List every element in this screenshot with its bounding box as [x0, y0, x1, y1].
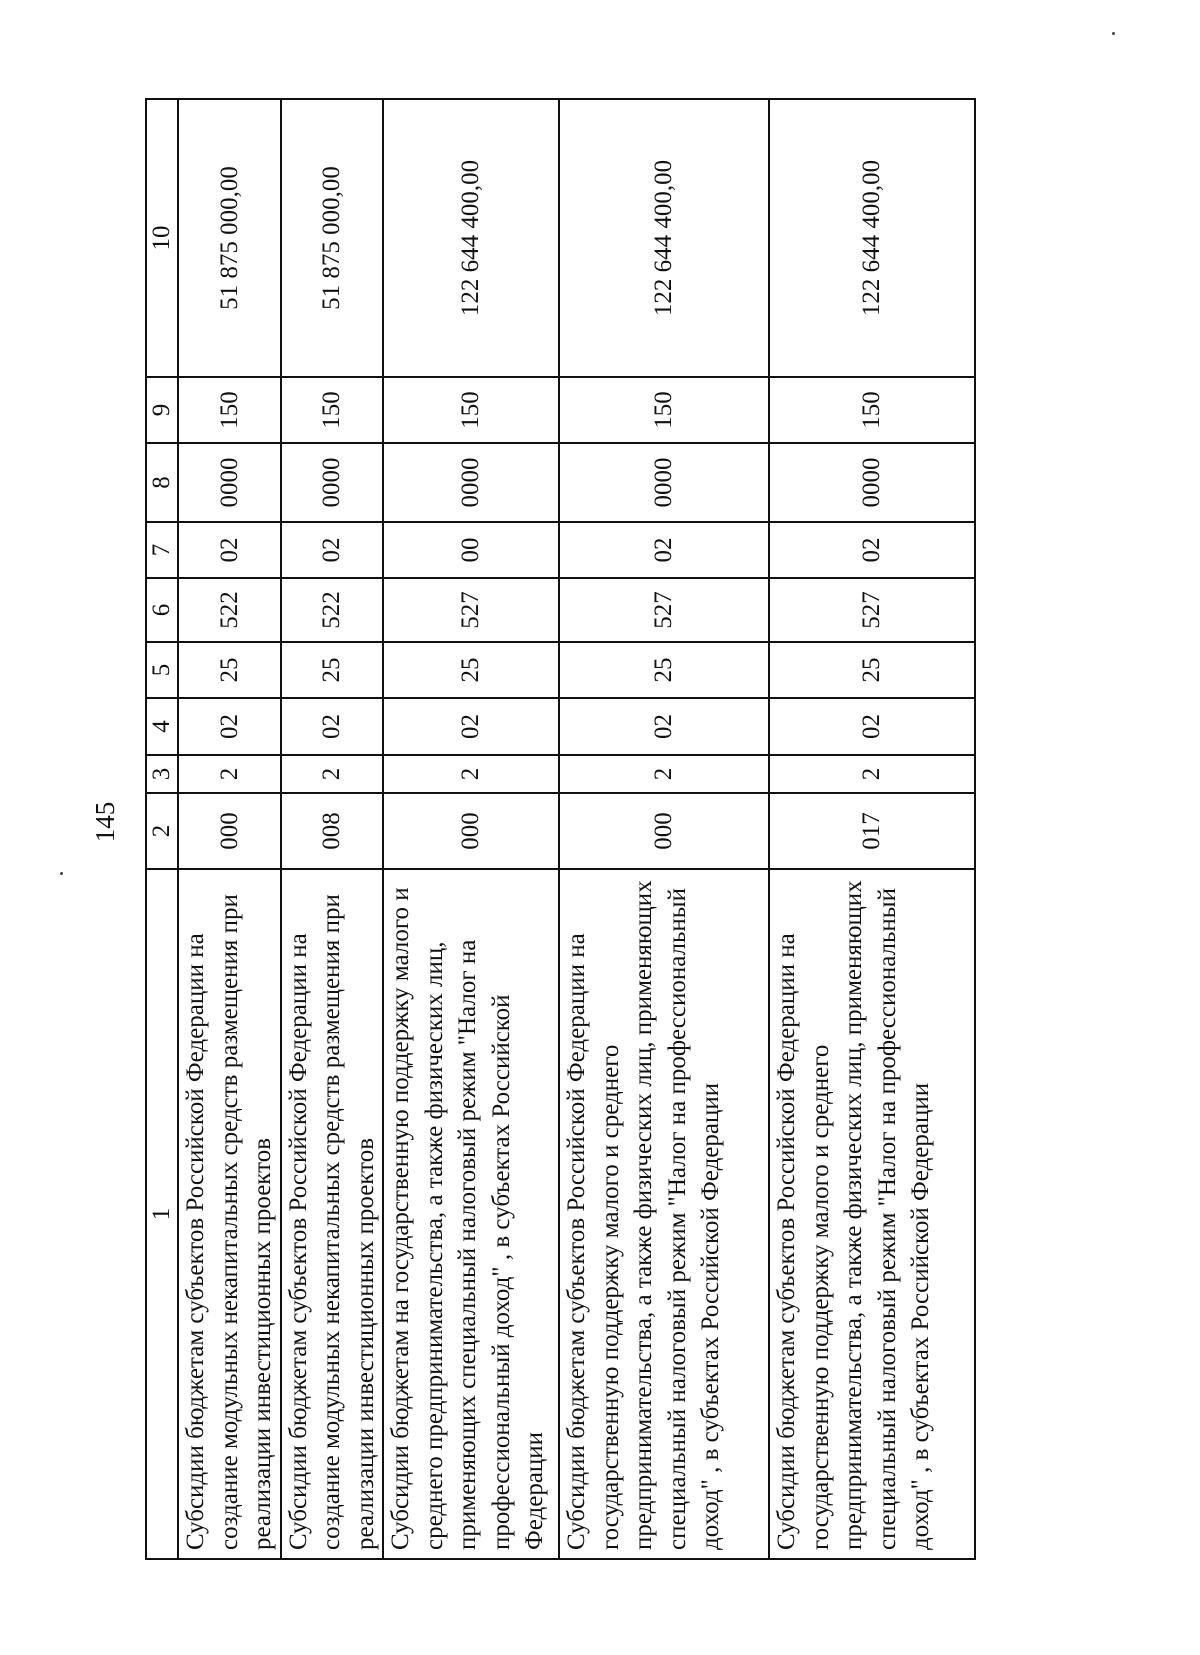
header-col-10: 10 [146, 99, 178, 377]
scan-speck [60, 872, 63, 875]
code-element: 02 [281, 522, 384, 578]
row-amount: 51 875 000,00 [178, 99, 281, 377]
code-group: 2 [178, 755, 281, 793]
header-col-4: 4 [146, 698, 178, 755]
code-article: 25 [769, 642, 975, 698]
table-row [281, 99, 384, 1559]
code-program: 0000 [178, 443, 281, 522]
header-col-9: 9 [146, 377, 178, 443]
code-group: 2 [383, 755, 559, 793]
code-article: 25 [559, 642, 769, 698]
row-description: Субсидии бюджетам субъектов Российской Федерации на государственную поддержку малого и среднего предпринимательства, а также физических лиц, применяющих специальный налоговый режим "Налог на профессиональный доход" , в субъектах Российской Федерации [769, 869, 975, 1559]
code-group: 2 [769, 755, 975, 793]
row-description: Субсидии бюджетам субъектов Российской Федерации на создание модульных некапитальных средств размещения при реализации инвестиционных проектов [281, 869, 384, 1559]
code-subarticle: 527 [769, 578, 975, 642]
code-classification: 150 [559, 377, 769, 443]
code-subarticle: 522 [178, 578, 281, 642]
header-col-6: 6 [146, 578, 178, 642]
code-subgroup: 02 [769, 698, 975, 755]
page-number: 145 [90, 801, 120, 843]
row-description: Субсидии бюджетам субъектов Российской Федерации на государственную поддержку малого и среднего предпринимательства, а также физических лиц, применяющих специальный налоговый режим "Налог на профессиональный доход" , в субъектах Российской Федерации [559, 869, 769, 1559]
row-description: Субсидии бюджетам на государственную поддержку малого и среднего предпринимательства, а также физических лиц, применяющих специальный налоговый режим "Налог на профессиональный доход" , в субъектах Российской Федерации [383, 869, 559, 1559]
code-subarticle: 522 [281, 578, 384, 642]
code-classification: 150 [383, 377, 559, 443]
code-program: 0000 [383, 443, 559, 522]
scan-speck [1112, 32, 1115, 35]
budget-revenue-table [145, 98, 976, 1560]
code-subgroup: 02 [559, 698, 769, 755]
code-article: 25 [178, 642, 281, 698]
code-element: 00 [383, 522, 559, 578]
row-amount: 122 644 400,00 [559, 99, 769, 377]
header-col-5: 5 [146, 642, 178, 698]
row-description: Субсидии бюджетам субъектов Российской Федерации на создание модульных некапитальных средств размещения при реализации инвестиционных проектов [178, 869, 281, 1559]
code-admin: 000 [383, 793, 559, 869]
code-program: 0000 [769, 443, 975, 522]
header-row [146, 99, 178, 1559]
code-classification: 150 [281, 377, 384, 443]
row-amount: 122 644 400,00 [769, 99, 975, 377]
header-col-2: 2 [146, 793, 178, 869]
code-group: 2 [281, 755, 384, 793]
code-group: 2 [559, 755, 769, 793]
code-classification: 150 [769, 377, 975, 443]
code-article: 25 [383, 642, 559, 698]
header-col-3: 3 [146, 755, 178, 793]
code-classification: 150 [178, 377, 281, 443]
code-element: 02 [769, 522, 975, 578]
header-col-8: 8 [146, 443, 178, 522]
table-row [383, 99, 559, 1559]
code-element: 02 [178, 522, 281, 578]
table-row [769, 99, 975, 1559]
code-admin: 008 [281, 793, 384, 869]
code-admin: 017 [769, 793, 975, 869]
code-subarticle: 527 [383, 578, 559, 642]
code-article: 25 [281, 642, 384, 698]
code-subgroup: 02 [178, 698, 281, 755]
code-subgroup: 02 [383, 698, 559, 755]
table-row [559, 99, 769, 1559]
code-program: 0000 [281, 443, 384, 522]
code-subgroup: 02 [281, 698, 384, 755]
code-subarticle: 527 [559, 578, 769, 642]
row-amount: 51 875 000,00 [281, 99, 384, 377]
code-admin: 000 [178, 793, 281, 869]
row-amount: 122 644 400,00 [383, 99, 559, 377]
table-row [178, 99, 281, 1559]
header-col-1: 1 [146, 869, 178, 1559]
code-program: 0000 [559, 443, 769, 522]
code-element: 02 [559, 522, 769, 578]
code-admin: 000 [559, 793, 769, 869]
header-col-7: 7 [146, 522, 178, 578]
